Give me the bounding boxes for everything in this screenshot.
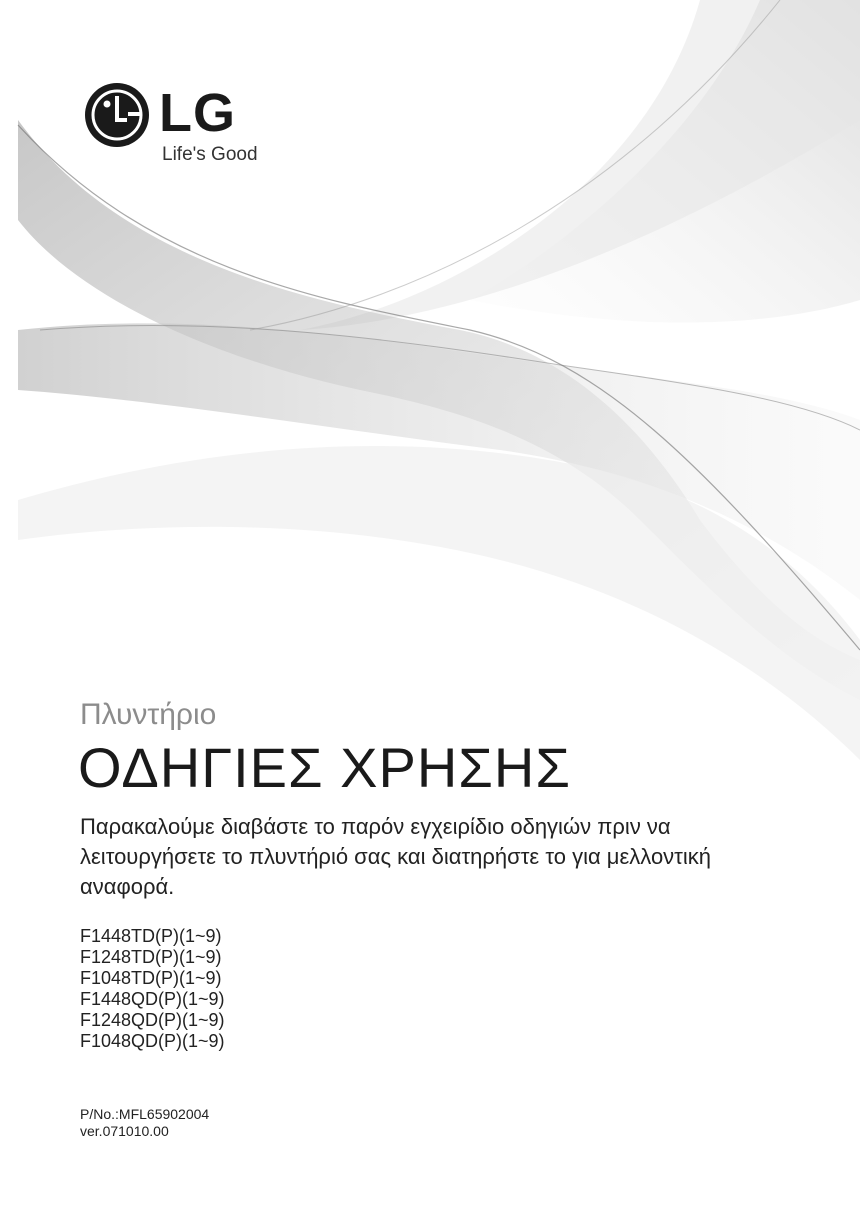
- logo-wordmark: LG: [159, 83, 236, 143]
- intro-paragraph: Παρακαλούμε διαβάστε το παρόν εγχειρίδιο οδηγιών πριν να λειτουργήσετε το πλυντήριό σας και διατηρήστε το για μελλοντική αναφορά.: [80, 814, 711, 899]
- product-subtitle: Πλυντήριο: [80, 698, 217, 731]
- model-item: F1448TD(P)(1~9): [80, 926, 222, 946]
- lg-logo: [84, 82, 284, 172]
- model-list: [80, 926, 225, 1052]
- model-item: F1248QD(P)(1~9): [80, 1010, 225, 1030]
- lg-face-logo-icon: [84, 82, 150, 148]
- model-item: F1048QD(P)(1~9): [80, 1031, 225, 1051]
- version-number: ver.071010.00: [80, 1123, 169, 1139]
- model-item: F1448QD(P)(1~9): [80, 989, 225, 1009]
- page-title: ΟΔΗΓΙΕΣ ΧΡΗΣΗΣ: [78, 736, 571, 799]
- logo-tagline: Life's Good: [162, 144, 258, 165]
- part-number: P/No.:MFL65902004: [80, 1106, 210, 1122]
- model-item: F1048TD(P)(1~9): [80, 968, 222, 988]
- document-meta: [80, 1106, 209, 1140]
- model-item: F1248TD(P)(1~9): [80, 947, 222, 967]
